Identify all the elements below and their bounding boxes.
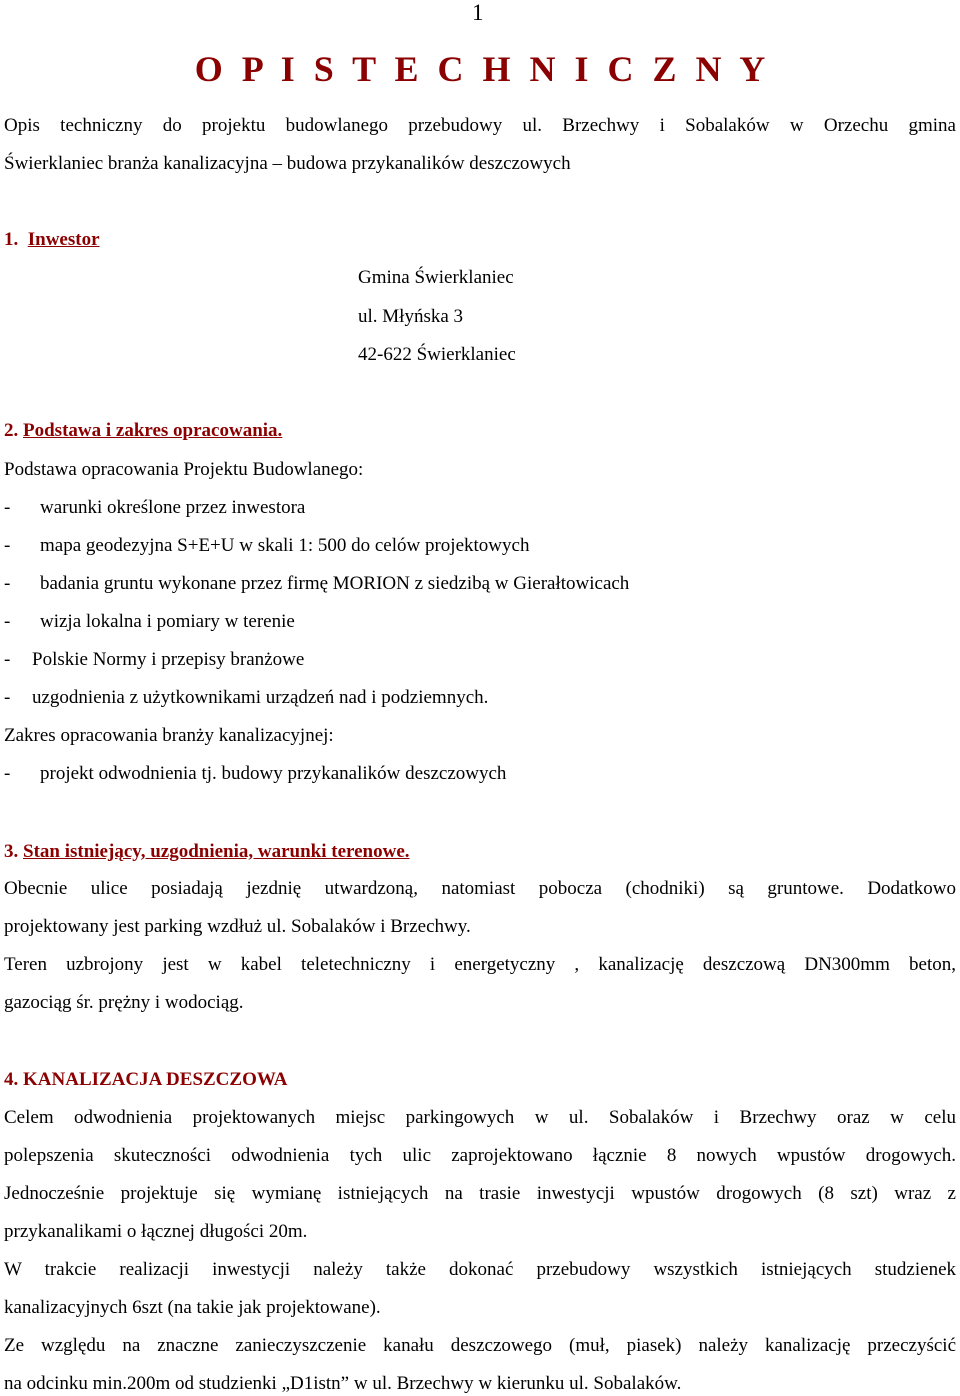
scope-item: - projekt odwodnienia tj. budowy przykanalików deszczowych: [4, 763, 507, 784]
section-4-line: przykanalikami o łącznej długości 20m.: [4, 1221, 308, 1242]
basis-intro: Podstawa opracowania Projektu Budowlanego:: [4, 459, 364, 480]
section-3-heading: [4, 842, 410, 861]
section-4-line: Jednocześnie projektuje się wymianę istniejących na trasie inwestycji wpustów drogowych (8 szt) wraz z: [4, 1183, 956, 1204]
section-4-line: kanalizacyjnych 6szt (na takie jak projektowane).: [4, 1297, 381, 1318]
basis-item: - Polskie Normy i przepisy branżowe: [4, 649, 305, 670]
section-3-title: Stan istniejący, uzgodnienia, warunki terenowe.: [23, 841, 410, 862]
section-4-heading: 4. KANALIZACJA DESZCZOWA: [4, 1069, 288, 1090]
section-1-title: Inwestor: [27, 229, 100, 250]
section-2-number: 2.: [4, 420, 19, 441]
scope-intro: Zakres opracowania branży kanalizacyjnej:: [4, 725, 334, 746]
investor-city: 42-622 Świerklaniec: [358, 344, 516, 365]
basis-item: - badania gruntu wykonane przez firmę MORION z siedzibą w Gierałtowicach: [4, 573, 630, 594]
basis-item: - mapa geodezyjna S+E+U w skali 1: 500 do celów projektowych: [4, 535, 530, 556]
section-1-number: 1.: [4, 229, 19, 250]
section-4-line: polepszenia skuteczności odwodnienia tych ulic zaprojektowano łącznie 8 nowych wpustów drogowych.: [4, 1145, 956, 1166]
section-4-line: na odcinku min.200m od studzienki „D1istn” w ul. Brzechwy w kierunku ul. Sobalaków.: [4, 1373, 682, 1394]
basis-item: - wizja lokalna i pomiary w terenie: [4, 611, 295, 632]
investor-name: Gmina Świerklaniec: [358, 267, 514, 288]
section-4-line: Celem odwodnienia projektowanych miejsc parkingowych w ul. Sobalaków i Brzechwy oraz w celu: [4, 1107, 956, 1128]
section-1-heading: [4, 230, 100, 249]
section-3-line: projektowany jest parking wzdłuż ul. Sobalaków i Brzechwy.: [4, 916, 471, 937]
section-3-line: gazociąg śr. prężny i wodociąg.: [4, 992, 244, 1013]
section-3-line: Obecnie ulice posiadają jezdnię utwardzoną, natomiast pobocza (chodniki) są gruntowe. Dodatkowo: [4, 878, 956, 899]
section-2-heading: [4, 421, 282, 440]
investor-street: ul. Młyńska 3: [358, 306, 464, 327]
section-4-line: W trakcie realizacji inwestycji należy także dokonać przebudowy wszystkich istniejących studzienek: [4, 1259, 956, 1280]
intro-line-2: Świerklaniec branża kanalizacyjna – budowa przykanalików deszczowych: [4, 153, 571, 174]
basis-item: - warunki określone przez inwestora: [4, 497, 306, 518]
section-4-line: Ze względu na znaczne zanieczyszczenie kanału deszczowego (muł, piasek) należy kanalizację przeczyścić: [4, 1335, 956, 1356]
document-title: O P I S T E C H N I C Z N Y: [194, 49, 766, 89]
page-number: 1: [472, 0, 484, 25]
section-3-number: 3.: [4, 841, 19, 862]
section-3-line: Teren uzbrojony jest w kabel teletechniczny i energetyczny , kanalizację deszczową DN300mm beton,: [4, 954, 956, 975]
intro-line-1: Opis techniczny do projektu budowlanego przebudowy ul. Brzechwy i Sobalaków w Orzechu gmina: [4, 115, 956, 136]
basis-item: - uzgodnienia z użytkownikami urządzeń nad i podziemnych.: [4, 687, 489, 708]
section-2-title: Podstawa i zakres opracowania.: [23, 420, 283, 441]
